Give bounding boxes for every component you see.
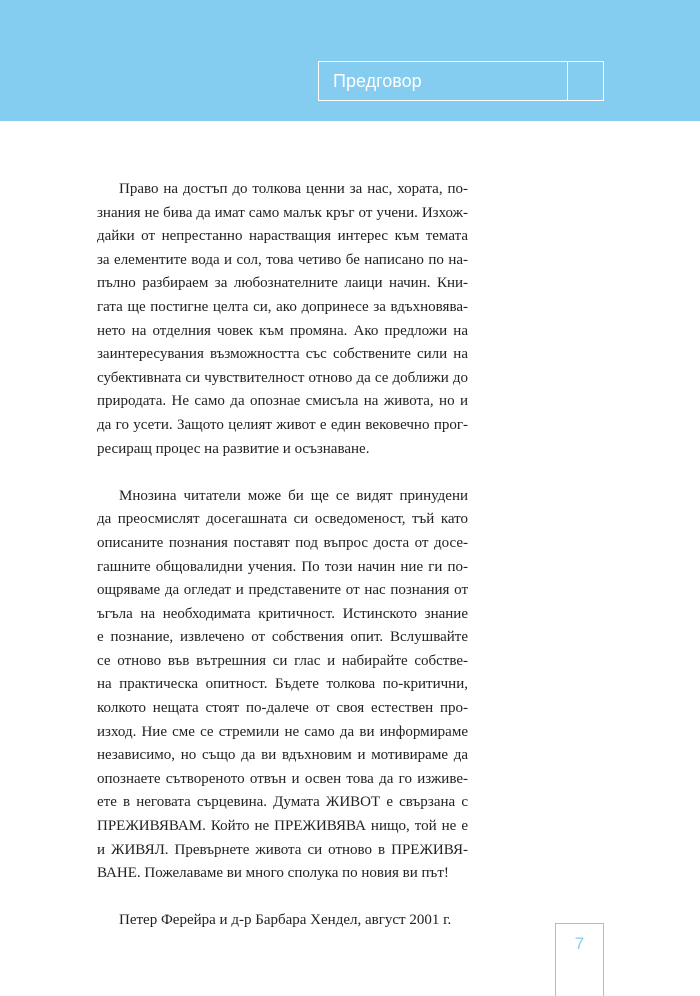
text-line: е познание, извлечено от собствения опит. Вслушвайте bbox=[97, 629, 468, 646]
page-number: 7 bbox=[574, 934, 585, 953]
text-line: се отново във вътрешния си глас и набирайте собстве- bbox=[97, 652, 468, 669]
text-line: заинтересувания възможността със собствените сили на bbox=[97, 346, 468, 363]
text-line: ете в неговата сърцевина. Думата ЖИВОТ е свързана с bbox=[97, 794, 468, 811]
text-line: ВАНЕ. Пожелаваме ви много сполука по новия ви път! bbox=[97, 865, 449, 882]
text-line: природата. Не само да опознае смисъла на живота, но и bbox=[97, 393, 468, 410]
text-line: дайки от непрестанно нарастващия интерес към темата bbox=[97, 228, 468, 245]
paragraph-2 bbox=[97, 485, 468, 886]
text-line: пълно разбираем за любознателните лаици начин. Кни- bbox=[97, 275, 468, 292]
text-line: нето на отделния човек към промяна. Ако предложи на bbox=[97, 322, 468, 339]
text-line: описаните познания поставят под въпрос доста от досе- bbox=[97, 534, 468, 551]
text-line: ресиращ процес на развитие и осъзнаване. bbox=[97, 440, 370, 457]
text-line: гата ще постигне целта си, ако допринесе за вдъхновява- bbox=[97, 298, 468, 315]
text-line: ПРЕЖИВЯВАМ. Който не ПРЕЖИВЯВА нищо, той не е bbox=[97, 818, 468, 835]
text-line: Мнозина читатели може би ще се видят принудени bbox=[119, 487, 468, 504]
chapter-title: Предговор bbox=[333, 71, 422, 91]
page-number-box bbox=[555, 923, 604, 996]
header-band bbox=[0, 0, 700, 121]
paragraph-1 bbox=[97, 178, 468, 461]
text-line: да преосмислят досегашната си осведоменост, тъй като bbox=[97, 511, 468, 528]
text-line: да го усети. Защото целият живот е един вековечно прог- bbox=[97, 416, 468, 433]
paragraph-gap bbox=[97, 461, 468, 485]
paragraph-gap bbox=[97, 886, 468, 910]
text-line: колкото нещата стоят по-далече от своя естествен про- bbox=[97, 700, 468, 717]
header-divider bbox=[567, 62, 568, 100]
text-line: опознаете сътвореното отвън и освен това да го изживе- bbox=[97, 770, 468, 787]
text-line: изход. Ние сме се стремили не само да ви информираме bbox=[97, 723, 468, 740]
text-line: ъгъла на необходимата критичност. Истинското знание bbox=[97, 605, 468, 622]
text-line: и ЖИВЯЛ. Превърнете живота си отново в ПРЕЖИВЯ- bbox=[97, 841, 468, 858]
text-line: субективната си чувствителност отново да се доближи до bbox=[97, 369, 468, 386]
chapter-header-box bbox=[318, 61, 604, 101]
text-line: знания не бива да имат само малък кръг от учени. Изхож- bbox=[97, 204, 468, 221]
text-line: на практическа опитност. Бъдете толкова по-критични, bbox=[97, 676, 468, 693]
text-line: гашните общовалидни учения. По този начин ние ги по- bbox=[97, 558, 468, 575]
preface-text bbox=[97, 178, 468, 933]
text-line: независимо, но също да ви вдъхновим и мотивираме да bbox=[97, 747, 468, 764]
text-line: Право на достъп до толкова ценни за нас, хората, по- bbox=[119, 181, 468, 197]
author-signature: Петер Ферейра и д-р Барбара Хендел, август 2001 г. bbox=[119, 912, 452, 929]
text-line: ощряваме да огледат и представените от нас познания от bbox=[97, 582, 468, 599]
text-line: за елементите вода и сол, това четиво бе написано по на- bbox=[97, 251, 468, 268]
